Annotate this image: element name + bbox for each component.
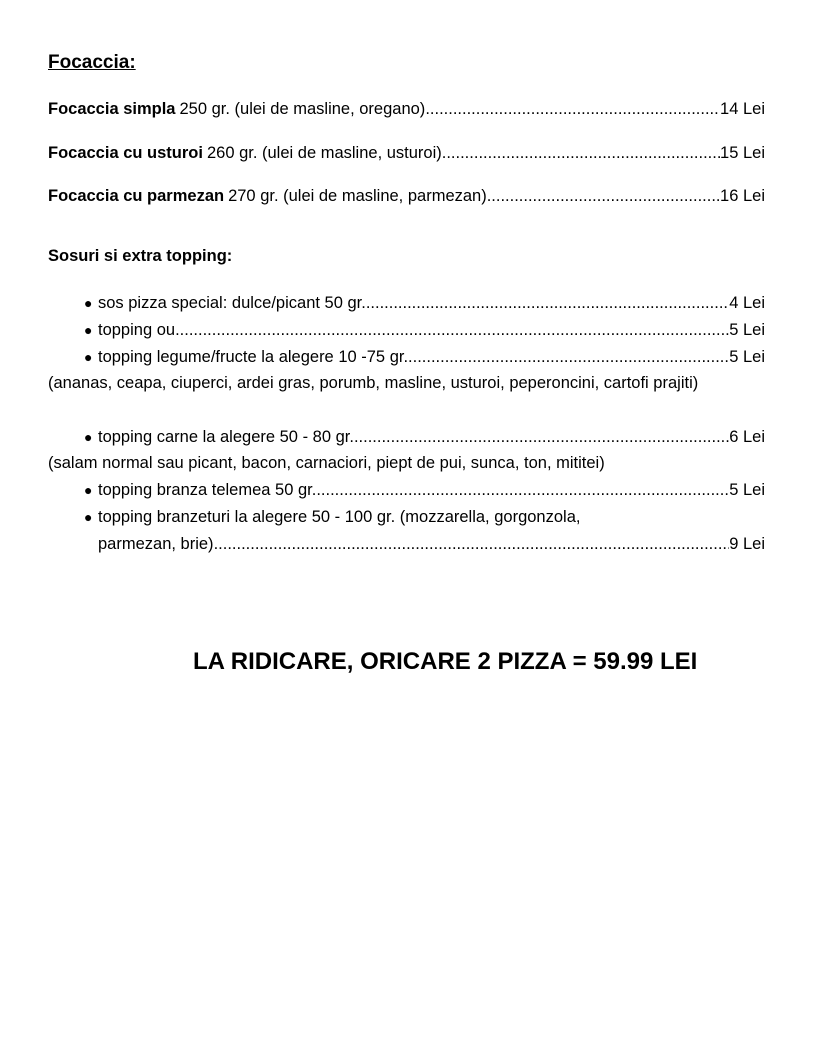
extra-item-text: topping ou <box>98 321 176 339</box>
extra-item-text: topping legume/fructe la alegere 10 -75 gr. <box>98 348 409 366</box>
menu-item-focaccia-simpla <box>48 99 765 119</box>
extra-item-text: topping branza telemea 50 gr. <box>98 481 317 499</box>
extra-item-price: 5 Lei <box>729 348 765 366</box>
menu-item-name: Focaccia cu parmezan <box>48 187 225 205</box>
menu-item-description: 260 gr. (ulei de masline, usturoi) <box>206 144 442 162</box>
dot-leader <box>354 427 729 447</box>
menu-item-description: 270 gr. (ulei de masline, parmezan) <box>228 187 487 205</box>
bullet-icon: ● <box>84 322 93 338</box>
list-item <box>84 427 765 447</box>
menu-item-price: 14 Lei <box>720 100 765 118</box>
extra-item-price: 5 Lei <box>729 481 765 499</box>
bullet-icon: ● <box>84 429 93 445</box>
extra-item-price: 5 Lei <box>729 321 765 339</box>
dot-leader <box>175 320 729 340</box>
dot-leader <box>366 293 729 313</box>
extra-item-note: (ananas, ceapa, ciuperci, ardei gras, porumb, masline, usturoi, peperoncini, cartofi prajiti) <box>48 374 699 392</box>
extras-section-title: Sosuri si extra topping: <box>48 247 233 265</box>
list-item <box>84 347 765 367</box>
extra-item-text-continuation: parmezan, brie) <box>98 535 214 553</box>
menu-item-name: Focaccia simpla <box>48 100 176 118</box>
list-item <box>84 480 765 500</box>
menu-item-price: 15 Lei <box>720 144 765 162</box>
menu-item-name: Focaccia cu usturoi <box>48 144 203 162</box>
dot-leader <box>316 480 729 500</box>
menu-item-focaccia-usturoi <box>48 143 765 163</box>
list-item <box>84 320 765 340</box>
extra-item-price: 9 Lei <box>729 535 765 553</box>
menu-item-price: 16 Lei <box>720 187 765 205</box>
list-item-continuation <box>98 534 765 554</box>
focaccia-section-title: Focaccia: <box>48 52 136 73</box>
dot-leader <box>442 143 720 163</box>
bullet-icon: ● <box>84 509 93 525</box>
dot-leader <box>487 186 720 206</box>
menu-item-description: 250 gr. (ulei de masline, oregano) <box>179 100 426 118</box>
menu-item-focaccia-parmezan <box>48 186 765 206</box>
list-item <box>84 293 765 313</box>
promo-banner: LA RIDICARE, ORICARE 2 PIZZA = 59.99 LEI <box>193 648 698 675</box>
extra-item-text: sos pizza special: dulce/picant 50 gr. <box>98 294 366 312</box>
extra-item-price: 6 Lei <box>729 428 765 446</box>
dot-leader <box>425 99 720 119</box>
list-item <box>84 507 765 527</box>
dot-leader <box>408 347 729 367</box>
extra-item-price: 4 Lei <box>729 294 765 312</box>
bullet-icon: ● <box>84 482 93 498</box>
extra-item-text: topping branzeturi la alegere 50 - 100 gr. (mozzarella, gorgonzola, <box>98 508 581 526</box>
dot-leader <box>214 534 730 554</box>
extra-item-text: topping carne la alegere 50 - 80 gr. <box>98 428 354 446</box>
bullet-icon: ● <box>84 349 93 365</box>
bullet-icon: ● <box>84 295 93 311</box>
extra-item-note: (salam normal sau picant, bacon, carnaciori, piept de pui, sunca, ton, mititei) <box>48 454 605 472</box>
